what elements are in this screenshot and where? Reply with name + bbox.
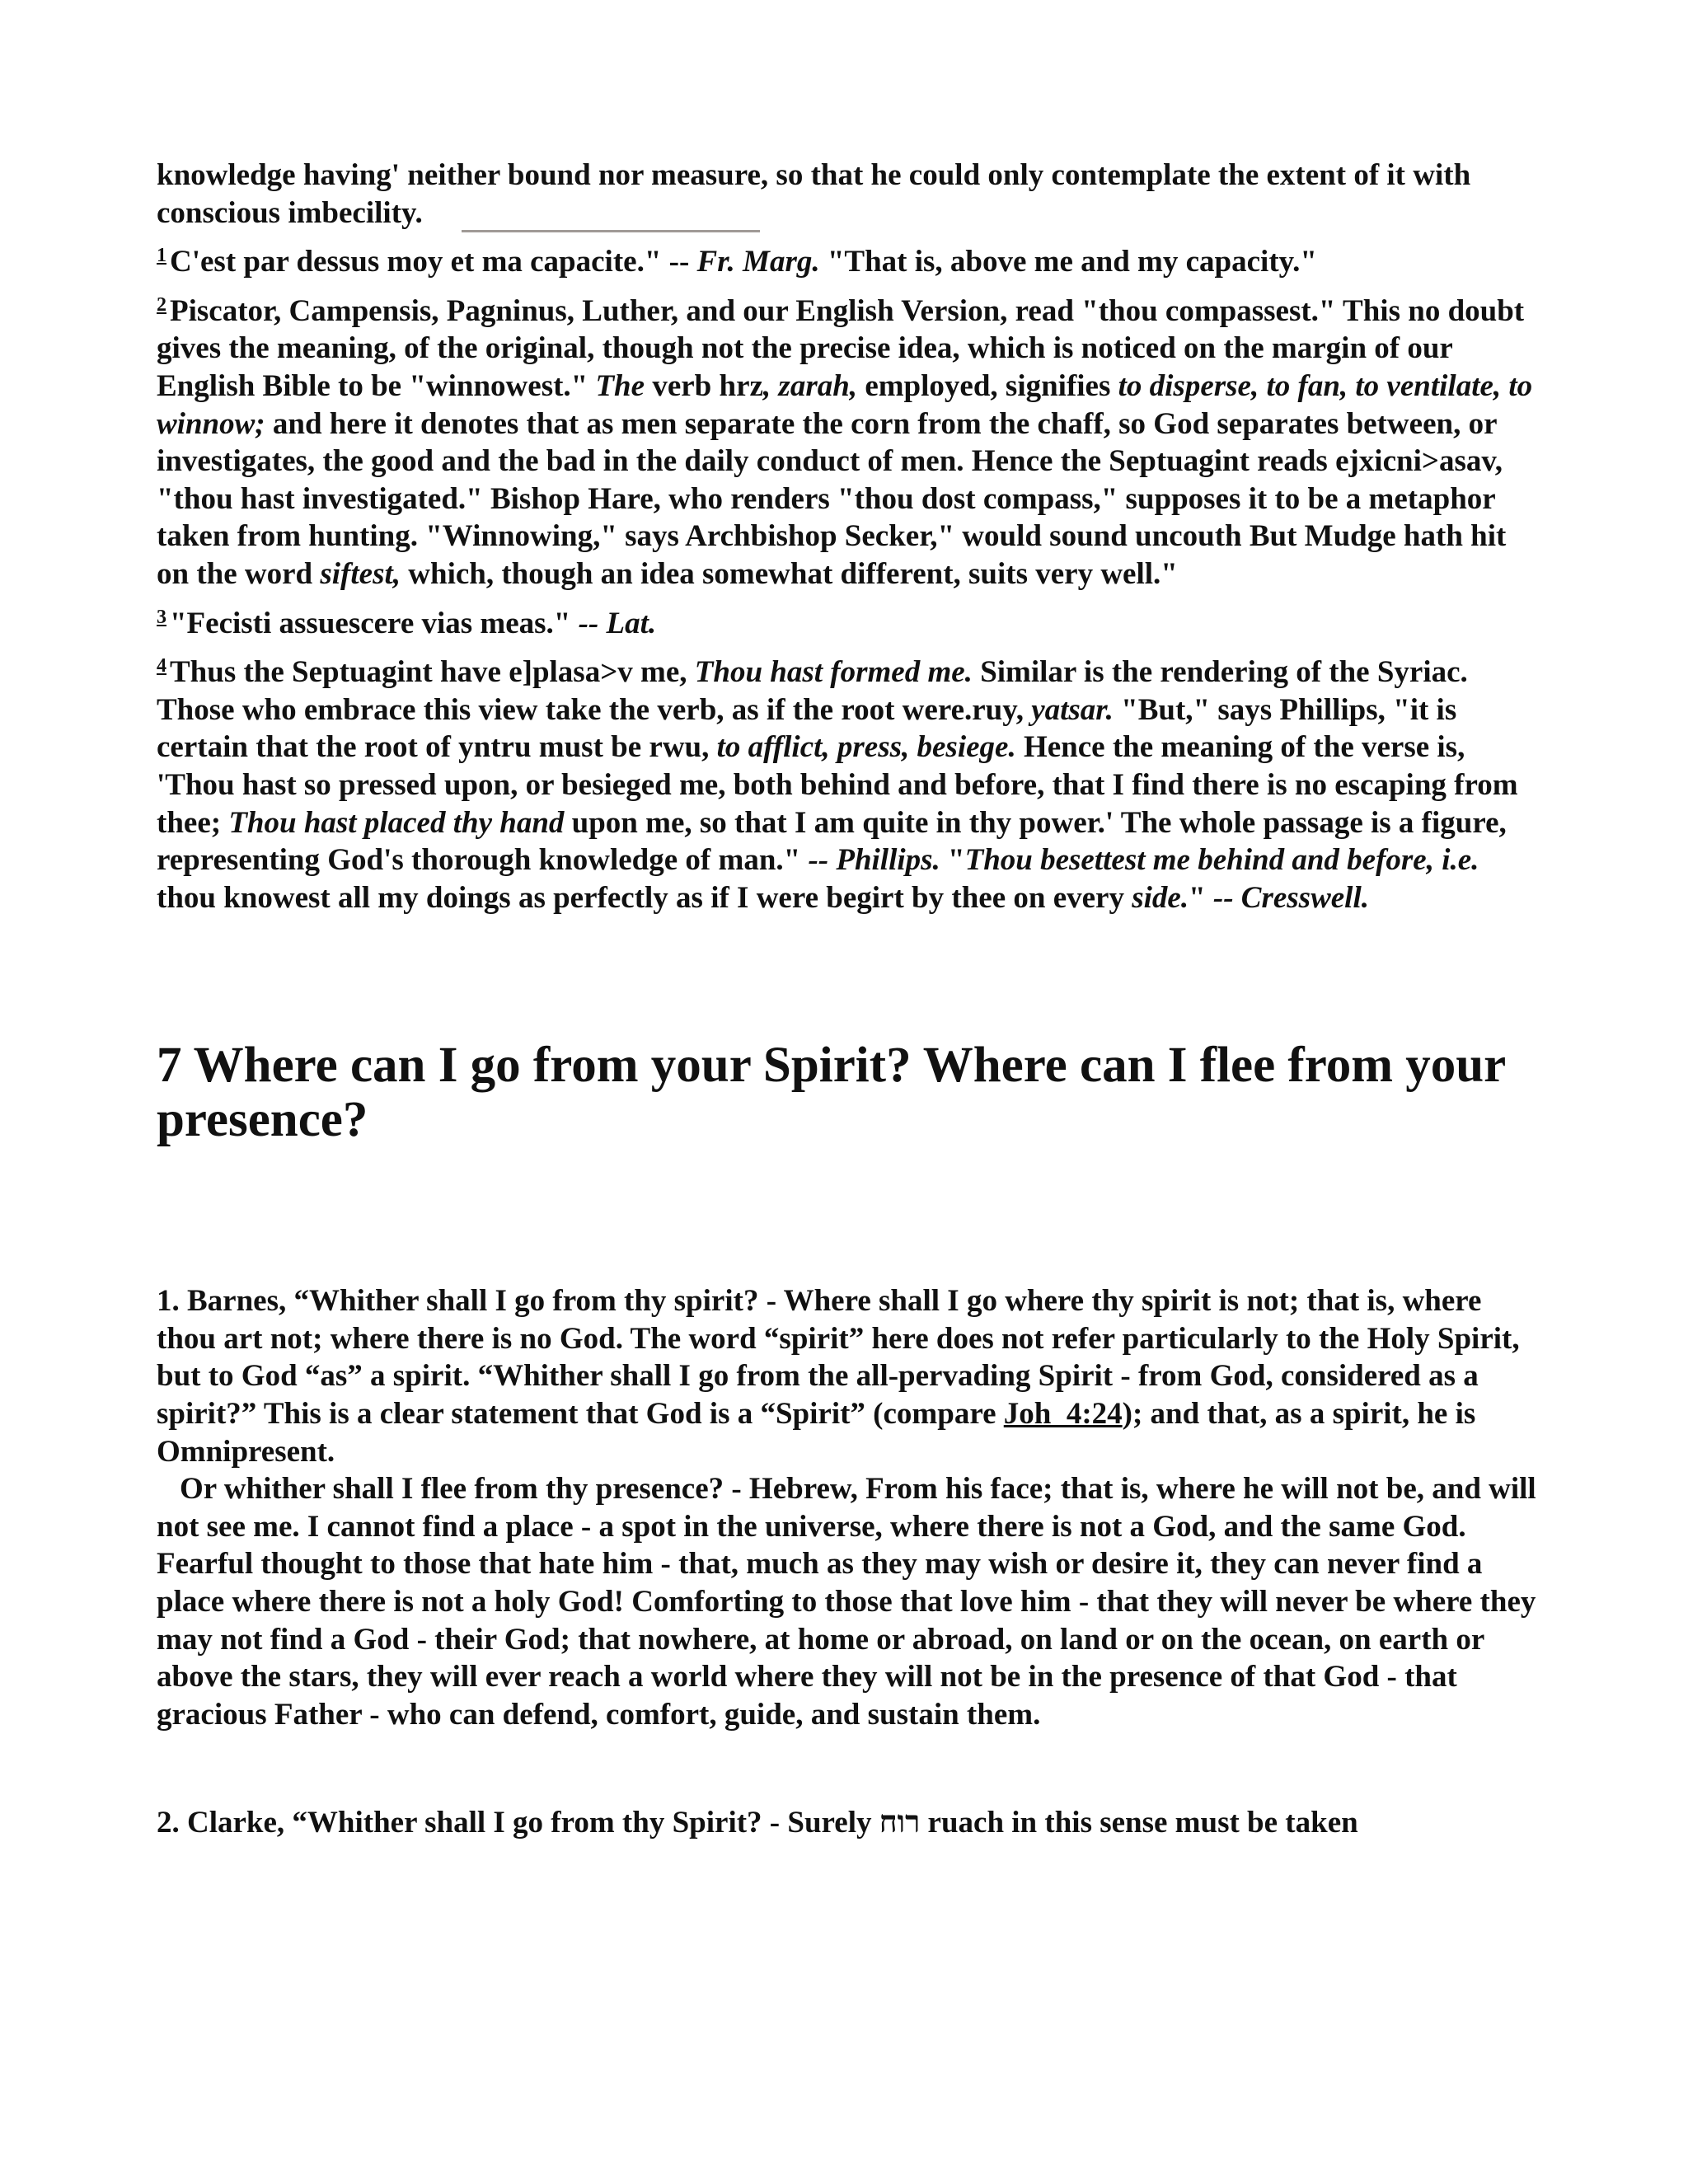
scripture-link[interactable]: Joh_4:24 — [1003, 1397, 1123, 1432]
commentary-barnes-continued: Or whither shall I flee from thy presence? - Hebrew, From his face; that is, where he will not be, and will not see me. I cannot find a place - a spot in the universe, where there is not a God, and the same God. Fearful thought to those that hate him - that, much as they may wish or desire it, they can never find a place where there is not a holy God! Comforting to those that love him - that they will never be where they may not find a God - their God; that nowhere, at home or abroad, on land or on the ocean, on earth or above the stars, they will ever reach a world where they will not be in the presence of that God - that gracious Father - who can defend, comfort, guide, and sustain them. — [157, 1472, 1536, 1732]
verse-heading: 7 Where can I go from your Spirit? Where can I flee from your presence? — [157, 1038, 1506, 1148]
footnote-2: $^2$ Piscator, Campensis, Pagninus, Luther, and our English Version, read "thou compassest." This no doubt gives the meaning, of the original, though not the precise idea, which is noticed on the margin of our English Bible to be "winnowest." The verb hrz, zarah, employed, signifies to disperse, to fan, to ventilate, to winnow; and here it denotes that as men separate the corn from the chaff, so God separates between, or investigates, the good and the bad in the daily conduct of men. Hence the Septuagint reads ejxicni>asav, "thou hast investigated." Bishop Hare, who renders "thou dost compass," supposes it to be a metaphor taken from hunting. "Winnowing," says Archbishop Secker," would sound uncouth But Mudge hath hit on the word siftest, which, though an idea somewhat different, suits very well." — [157, 293, 1533, 591]
commentary-clarke: 2. Clarke, “Whither shall I go from thy Spirit? - Surely רוח ruach in this sense must be taken — [157, 1806, 1358, 1840]
footnote-3: $^3$ "Fecisti assuescere vias meas." -- Lat. — [157, 606, 657, 640]
hebrew-word: רוח — [879, 1806, 921, 1840]
document-page — [157, 157, 1537, 1842]
footnote-1: $^1$ C'est par dessus moy et ma capacite." -- Fr. Marg. "That is, above me and my capacity." — [157, 245, 1317, 279]
underline-decoration — [462, 230, 760, 232]
footnote-4: $^4$ Thus the Septuagint have e]plasa>v me, Thou hast formed me. Similar is the rendering of the Syriac. Those who embrace this view take the verb, as if the root were.ruy, yatsar. "But," says Phillips, "it is certain that the root of yntru must be rwu, to afflict, press, besiege. Hence the meaning of the verse is, 'Thou hast so pressed upon, or besieged me, both behind and before, that I find there is no escaping from thee; Thou hast placed thy hand upon me, so that I am quite in thy power.' The whole passage is a figure, representing God's thorough knowledge of man." -- Phillips. "Thou besettest me behind and before, i.e. thou knowest all my doings as perfectly as if I were begirt by thee on every side." -- Cresswell. — [157, 655, 1518, 915]
footnote-number[interactable]: 2 — [157, 293, 166, 316]
intro-paragraph: knowledge having' neither bound nor measure, so that he could only contemplate the extent of it with conscious imbecility. — [157, 158, 1471, 230]
commentary-barnes: 1. Barnes, “Whither shall I go from thy spirit? - Where shall I go where thy spirit is not; that is, where thou art not; where there is no God. The word “spirit” here does not refer particularly to the Holy Spirit, but to God “as” a spirit. “Whither shall I go from the all-pervading Spirit - from God, considered as a spirit?” This is a clear statement that God is a “Spirit” (compare Joh_4:24); and that, as a spirit, he is Omnipresent. — [157, 1284, 1520, 1469]
footnote-number[interactable]: 3 — [157, 606, 166, 628]
footnote-number[interactable]: 4 — [157, 655, 166, 677]
footnote-number[interactable]: 1 — [157, 245, 166, 267]
